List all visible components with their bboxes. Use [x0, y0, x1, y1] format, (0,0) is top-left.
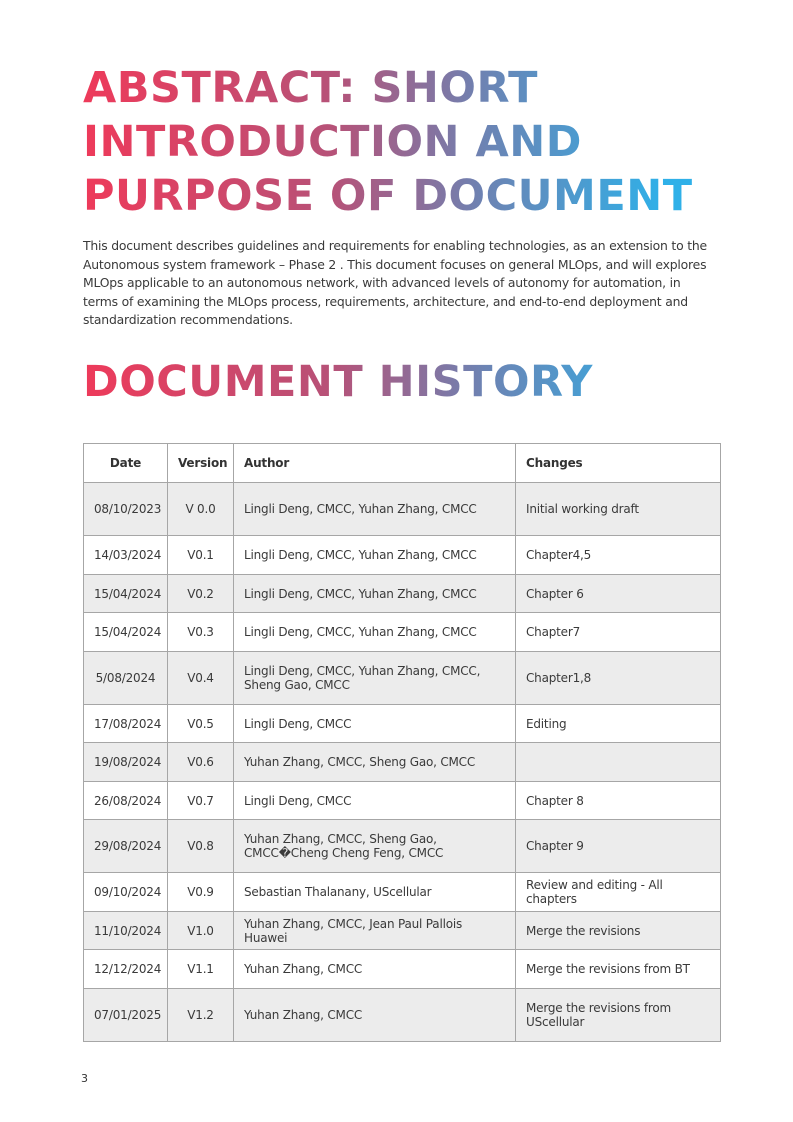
cell-version: V0.2 — [168, 575, 234, 613]
cell-version: V 0.0 — [168, 483, 234, 536]
cell-version: V1.2 — [168, 989, 234, 1042]
cell-date: 08/10/2023 — [84, 483, 168, 536]
cell-date: 11/10/2024 — [84, 912, 168, 950]
cell-date: 07/01/2025 — [84, 989, 168, 1042]
history-title: DOCUMENT HISTORY — [83, 357, 593, 407]
cell-author: Yuhan Zhang, CMCC, Sheng Gao, CMCC — [234, 743, 516, 782]
table-row — [84, 782, 721, 820]
cell-changes: Chapter1,8 — [516, 652, 721, 705]
cell-date: 15/04/2024 — [84, 613, 168, 652]
cell-author: Yuhan Zhang, CMCC, Sheng Gao, CMCC�Cheng Cheng Feng, CMCC — [234, 820, 516, 873]
table-row — [84, 743, 721, 782]
table-row — [84, 652, 721, 705]
abstract-title-line-3: PURPOSE OF DOCUMENT — [83, 171, 693, 221]
history-table — [83, 443, 721, 1042]
cell-date: 29/08/2024 — [84, 820, 168, 873]
table-row — [84, 613, 721, 652]
table-row — [84, 705, 721, 743]
cell-changes — [516, 743, 721, 782]
cell-date: 09/10/2024 — [84, 873, 168, 912]
cell-changes: Chapter7 — [516, 613, 721, 652]
cell-changes: Merge the revisions from UScellular — [516, 989, 721, 1042]
cell-version: V1.0 — [168, 912, 234, 950]
cell-changes: Chapter 6 — [516, 575, 721, 613]
cell-author: Lingli Deng, CMCC, Yuhan Zhang, CMCC — [234, 613, 516, 652]
cell-changes: Merge the revisions — [516, 912, 721, 950]
cell-changes: Chapter 8 — [516, 782, 721, 820]
cell-changes: Merge the revisions from BT — [516, 950, 721, 989]
cell-changes: Chapter 9 — [516, 820, 721, 873]
cell-changes: Chapter4,5 — [516, 536, 721, 575]
cell-version: V0.4 — [168, 652, 234, 705]
cell-changes: Review and editing - All chapters — [516, 873, 721, 912]
page-number: 3 — [81, 1072, 88, 1085]
cell-version: V1.1 — [168, 950, 234, 989]
table-row — [84, 483, 721, 536]
cell-version: V0.3 — [168, 613, 234, 652]
cell-date: 14/03/2024 — [84, 536, 168, 575]
cell-version: V0.1 — [168, 536, 234, 575]
cell-author: Sebastian Thalanany, UScellular — [234, 873, 516, 912]
cell-author: Lingli Deng, CMCC, Yuhan Zhang, CMCC — [234, 536, 516, 575]
abstract-title-line-1: ABSTRACT: SHORT — [83, 63, 538, 113]
cell-date: 15/04/2024 — [84, 575, 168, 613]
table-row — [84, 820, 721, 873]
cell-author: Lingli Deng, CMCC, Yuhan Zhang, CMCC, Sheng Gao, CMCC — [234, 652, 516, 705]
column-header-author: Author — [234, 444, 516, 483]
cell-author: Yuhan Zhang, CMCC, Jean Paul Pallois Huawei — [234, 912, 516, 950]
cell-author: Lingli Deng, CMCC, Yuhan Zhang, CMCC — [234, 483, 516, 536]
cell-date: 5/08/2024 — [84, 652, 168, 705]
cell-version: V0.6 — [168, 743, 234, 782]
column-header-date: Date — [84, 444, 168, 483]
cell-version: V0.9 — [168, 873, 234, 912]
cell-changes: Initial working draft — [516, 483, 721, 536]
cell-author: Yuhan Zhang, CMCC — [234, 950, 516, 989]
abstract-title-line-2: INTRODUCTION AND — [83, 117, 582, 167]
column-header-version: Version — [168, 444, 234, 483]
cell-version: V0.7 — [168, 782, 234, 820]
cell-author: Lingli Deng, CMCC, Yuhan Zhang, CMCC — [234, 575, 516, 613]
cell-author: Lingli Deng, CMCC — [234, 782, 516, 820]
cell-date: 17/08/2024 — [84, 705, 168, 743]
table-row — [84, 950, 721, 989]
table-header-row — [84, 444, 721, 483]
cell-version: V0.8 — [168, 820, 234, 873]
cell-author: Lingli Deng, CMCC — [234, 705, 516, 743]
abstract-title — [83, 61, 693, 223]
cell-author: Yuhan Zhang, CMCC — [234, 989, 516, 1042]
cell-date: 12/12/2024 — [84, 950, 168, 989]
table-row — [84, 912, 721, 950]
cell-changes: Editing — [516, 705, 721, 743]
table-row — [84, 536, 721, 575]
cell-date: 26/08/2024 — [84, 782, 168, 820]
column-header-changes: Changes — [516, 444, 721, 483]
table-row — [84, 575, 721, 613]
abstract-body: This document describes guidelines and requirements for enabling technologies, as an extension to the Autonomous system framework – Phase 2 . This document focuses on general MLOps, and will explores MLOps applicable to an autonomous network, with advanced levels of autonomy for automation, in terms of examining the MLOps process, requirements, architecture, and end-to-end deployment and standardization recommendations. — [83, 238, 707, 328]
table-row — [84, 989, 721, 1042]
cell-date: 19/08/2024 — [84, 743, 168, 782]
cell-version: V0.5 — [168, 705, 234, 743]
table-row — [84, 873, 721, 912]
